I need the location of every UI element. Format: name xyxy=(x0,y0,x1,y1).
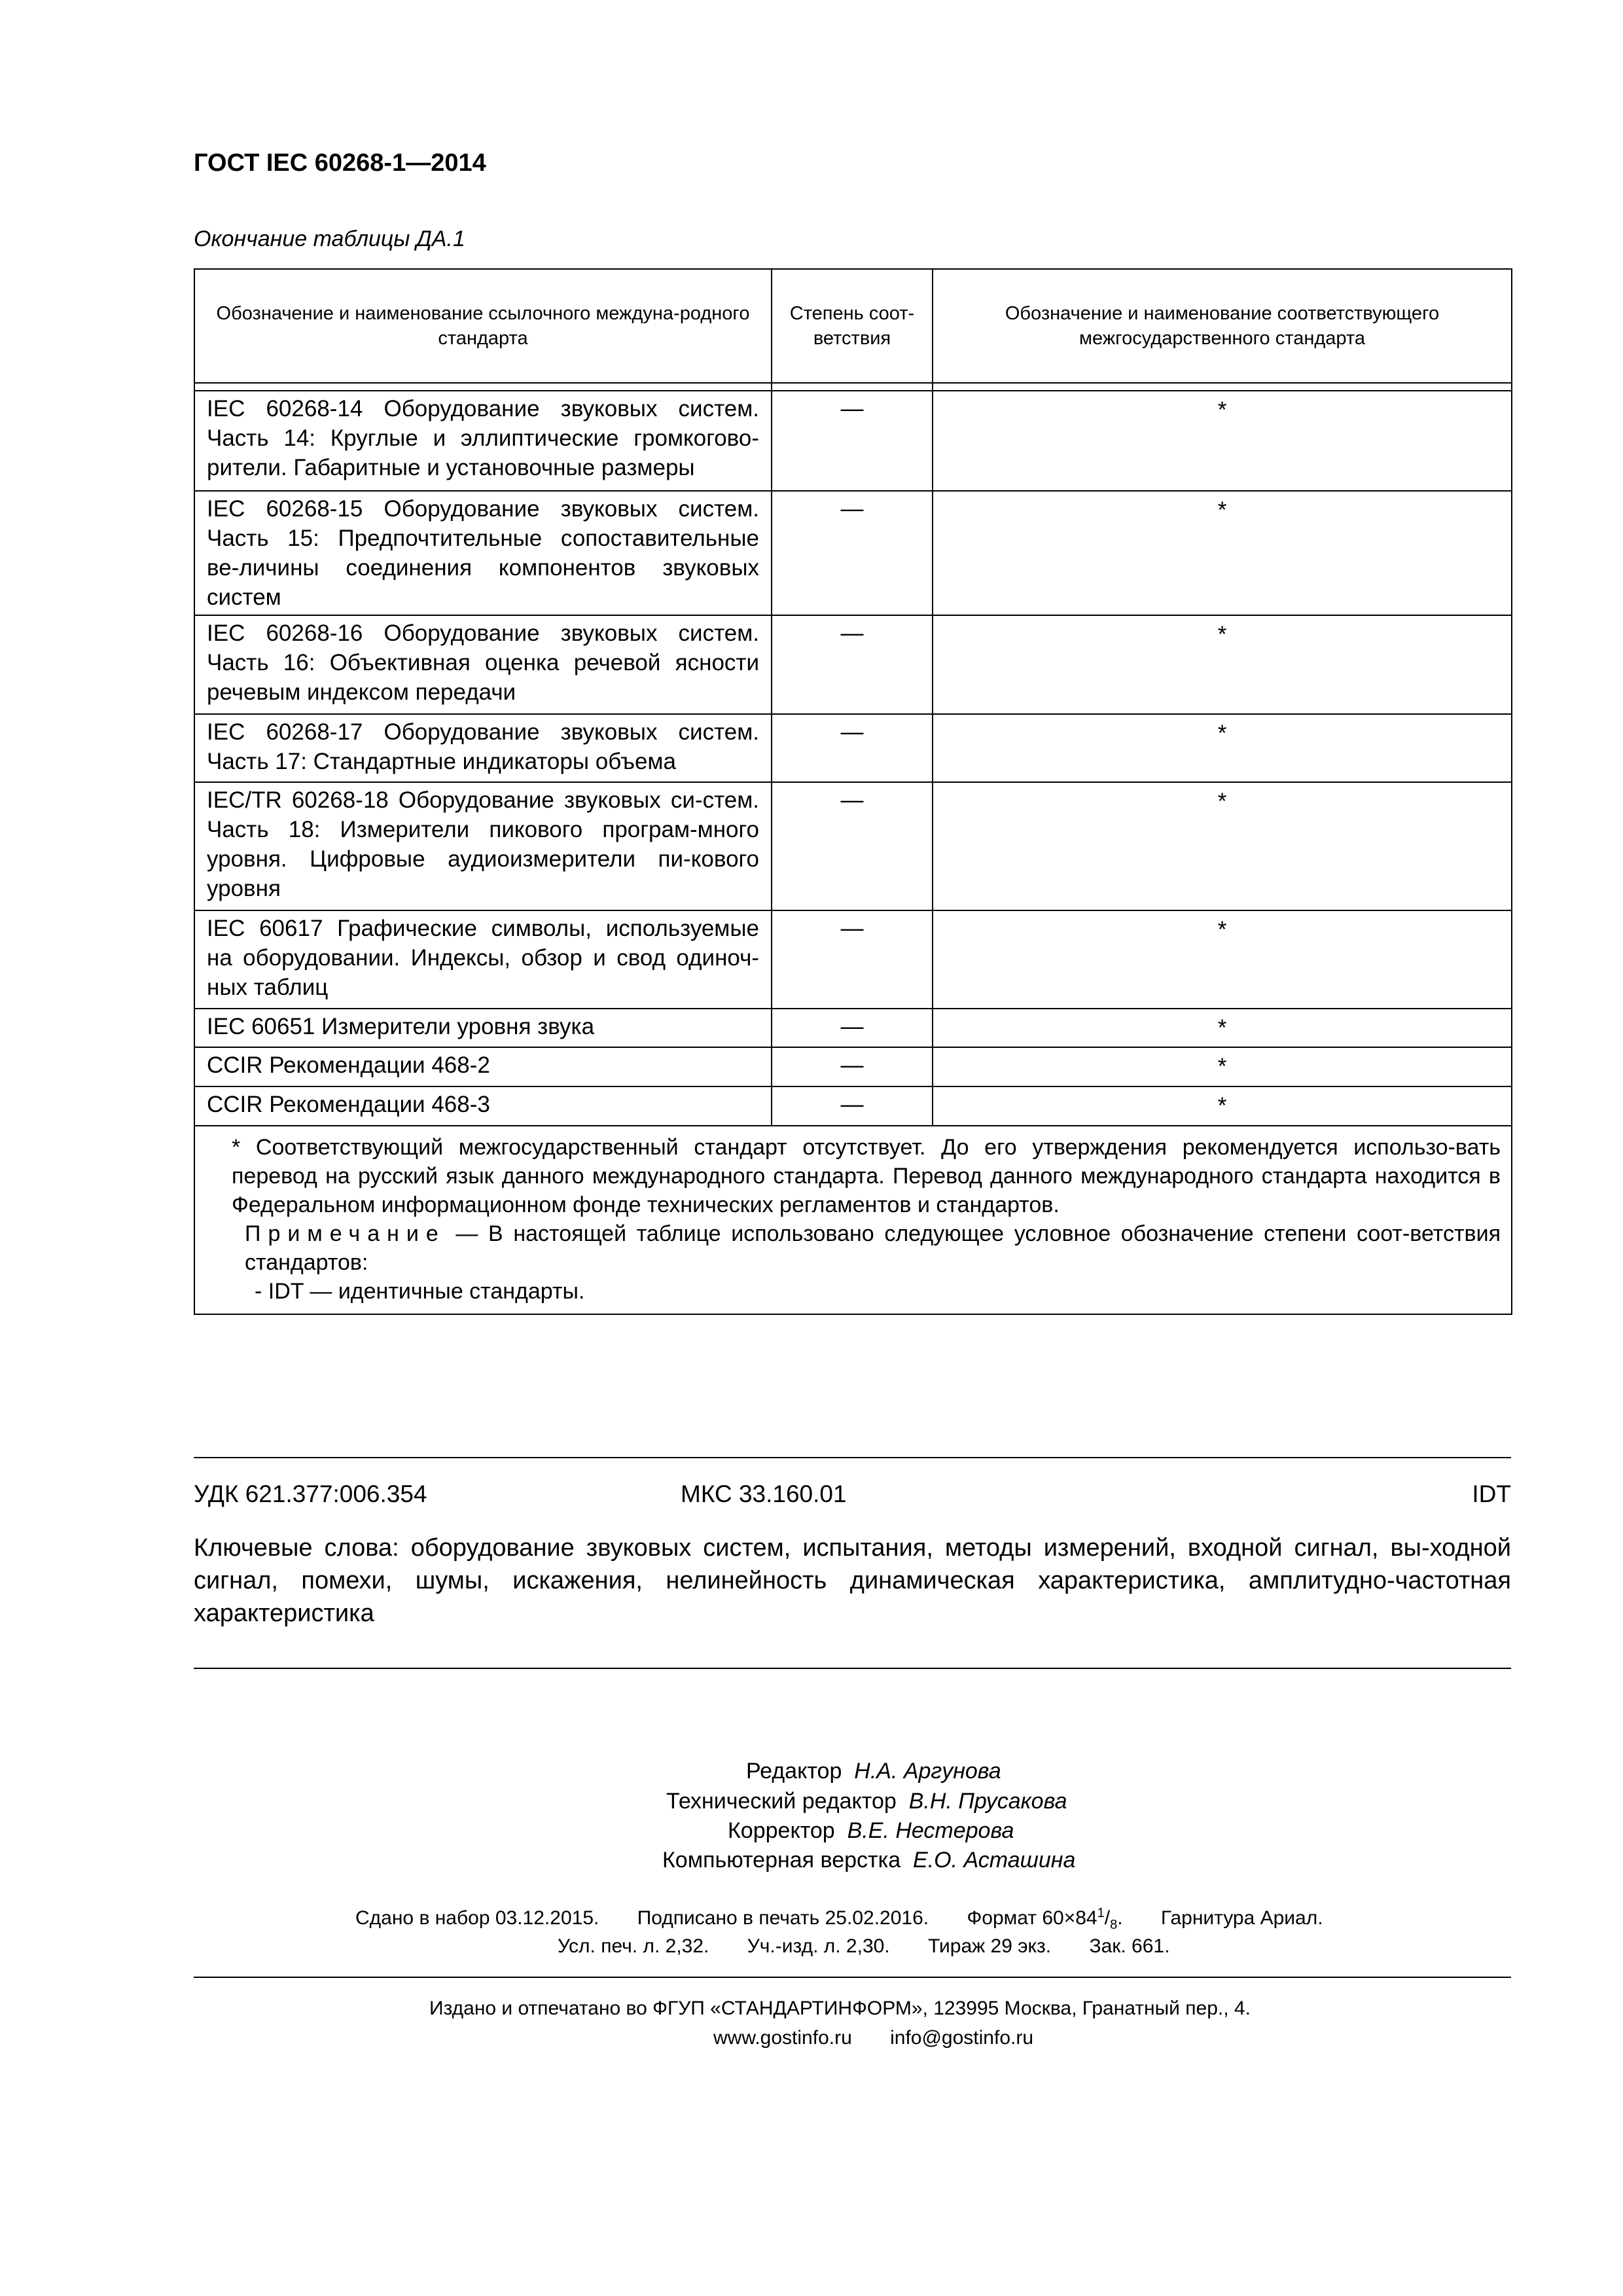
column-header-reference: Обозначение и наименование ссылочного междуна-родного стандарта xyxy=(194,269,772,383)
equivalent-cell: * xyxy=(933,615,1512,714)
footnote-note xyxy=(205,1219,1501,1277)
header-separator xyxy=(194,383,1512,391)
credit-role: Компьютерная верстка xyxy=(662,1848,901,1873)
divider-middle xyxy=(194,1668,1511,1669)
degree-cell: — xyxy=(772,491,933,615)
table-row xyxy=(194,1009,1512,1047)
credit-editor xyxy=(746,1757,1001,1786)
degree-cell: — xyxy=(772,1086,933,1126)
table-row xyxy=(194,910,1512,1009)
equivalent-cell: * xyxy=(933,1086,1512,1126)
reference-cell: IEC 60617 Графические символы, используемые на оборудовании. Индексы, обзор и свод одиноч-ных таблиц xyxy=(194,910,772,1009)
divider-bottom xyxy=(194,1977,1511,1978)
equivalent-cell: * xyxy=(933,491,1512,615)
print-format: Формат $60\times 84^1/_8$. xyxy=(967,1906,1123,1932)
credit-name: В.Е. Нестерова xyxy=(847,1818,1014,1843)
reference-cell: CCIR Рекомендации 468-2 xyxy=(194,1047,772,1086)
footnote-star-note: * Соответствующий межгосударственный стандарт отсутствует. До его утверждения рекомендуется использо-вать перевод на русский язык данного международного стандарта. Перевод данного международного стандарта находится в Федеральном информационном фонде технических регламентов и стандартов. xyxy=(232,1135,1501,1217)
mks-code: МКС 33.160.01 xyxy=(681,1480,847,1507)
reference-cell: IEC 60268-16 Оборудование звуковых систем. Часть 16: Объективная оценка речевой ясности речевым индексом передачи xyxy=(194,615,772,714)
table-row xyxy=(194,491,1512,615)
table-caption: Окончание таблицы ДА.1 xyxy=(194,226,465,251)
column-header-equivalent: Обозначение и наименование соответствующего межгосударственного стандарта xyxy=(933,269,1512,383)
credit-tech-editor xyxy=(666,1787,1067,1816)
equivalent-cell: * xyxy=(933,1047,1512,1086)
publisher-website[interactable]: www.gostinfo.ru xyxy=(713,2027,852,2049)
reference-cell: IEC 60268-17 Оборудование звуковых систем. Часть 17: Стандартные индикаторы объема xyxy=(194,714,772,782)
degree-cell: — xyxy=(772,391,933,491)
reference-cell: IEC 60268-15 Оборудование звуковых систем. Часть 15: Предпочтительные сопоставительные ве-личины соединения компонентов звуковых систем xyxy=(194,491,772,615)
equivalent-cell: * xyxy=(933,1009,1512,1047)
reference-cell: IEC 60268-14 Оборудование звуковых систем. Часть 14: Круглые и эллиптические громкогово-рители. Габаритные и установочные размеры xyxy=(194,391,772,491)
table-row xyxy=(194,714,1512,782)
udk-code: УДК 621.377:006.354 xyxy=(194,1480,427,1507)
signed-to-print: Подписано в печать 25.02.2016. xyxy=(637,1907,929,1929)
degree-cell: — xyxy=(772,910,933,1009)
credit-role: Редактор xyxy=(746,1759,842,1784)
divider-top xyxy=(194,1457,1511,1458)
table-row xyxy=(194,1047,1512,1086)
pub-sheets: Уч.-изд. л. 2,30. xyxy=(747,1935,890,1957)
degree-cell: — xyxy=(772,1047,933,1086)
credit-role: Технический редактор xyxy=(666,1789,897,1814)
publisher-contacts xyxy=(713,2027,1033,2049)
table-row xyxy=(194,391,1512,491)
note-text: — В настоящей таблице использовано следующее условное обозначение степени соот-ветствия стандартов: xyxy=(245,1221,1501,1275)
note-label: Примечание xyxy=(245,1221,446,1246)
credit-name: В.Н. Прусакова xyxy=(908,1789,1067,1814)
credit-role: Корректор xyxy=(728,1818,835,1843)
order-number: Зак. 661. xyxy=(1089,1935,1170,1957)
reference-cell: IEC/TR 60268-18 Оборудование звуковых си-стем. Часть 18: Измерители пикового програм-много уровня. Цифровые аудиоизмерители пи-кового уровня xyxy=(194,782,772,910)
degree-cell: — xyxy=(772,714,933,782)
degree-cell: — xyxy=(772,782,933,910)
publisher-email[interactable]: info@gostinfo.ru xyxy=(890,2027,1034,2049)
document-title: ГОСТ IEC 60268-1—2014 xyxy=(194,149,486,177)
table-row xyxy=(194,1086,1512,1126)
footnote-legend-item: - IDT — идентичные стандарты. xyxy=(255,1279,585,1304)
keywords: Ключевые слова: оборудование звуковых систем, испытания, методы измерений, входной сигнал, вы-ходной сигнал, помехи, шумы, искажения, нелинейность динамическая характеристика, амплитудно-частотная характеристика xyxy=(194,1534,1511,1627)
table-row xyxy=(194,615,1512,714)
column-header-degree: Степень соот-ветствия xyxy=(772,269,933,383)
degree-code: IDT xyxy=(1472,1480,1511,1507)
circulation: Тираж 29 экз. xyxy=(928,1935,1052,1957)
table-footnote-row xyxy=(194,1126,1512,1314)
credit-layout xyxy=(662,1846,1075,1875)
publication-line-2 xyxy=(558,1935,1169,1958)
reference-cell: CCIR Рекомендации 468-3 xyxy=(194,1086,772,1126)
equivalent-cell: * xyxy=(933,782,1512,910)
credit-name: Н.А. Аргунова xyxy=(854,1759,1001,1784)
table-header-row xyxy=(194,269,1512,383)
reference-cell: IEC 60651 Измерители уровня звука xyxy=(194,1009,772,1047)
publisher-address: Издано и отпечатано во ФГУП «СТАНДАРТИНФОРМ», 123995 Москва, Гранатный пер., 4. xyxy=(429,1998,1251,2019)
standards-table xyxy=(194,268,1512,1315)
table-footnote xyxy=(194,1126,1512,1314)
degree-cell: — xyxy=(772,1009,933,1047)
equivalent-cell: * xyxy=(933,910,1512,1009)
typeface: Гарнитура Ариал. xyxy=(1160,1907,1323,1929)
credit-proofreader xyxy=(728,1816,1014,1846)
degree-cell: — xyxy=(772,615,933,714)
table-row xyxy=(194,782,1512,910)
equivalent-cell: * xyxy=(933,714,1512,782)
publication-line-1 xyxy=(355,1906,1323,1933)
sent-to-typeset: Сдано в набор 03.12.2015. xyxy=(355,1907,599,1929)
print-sheets: Усл. печ. л. 2,32. xyxy=(558,1935,709,1957)
equivalent-cell: * xyxy=(933,391,1512,491)
credit-name: Е.О. Асташина xyxy=(913,1848,1076,1873)
